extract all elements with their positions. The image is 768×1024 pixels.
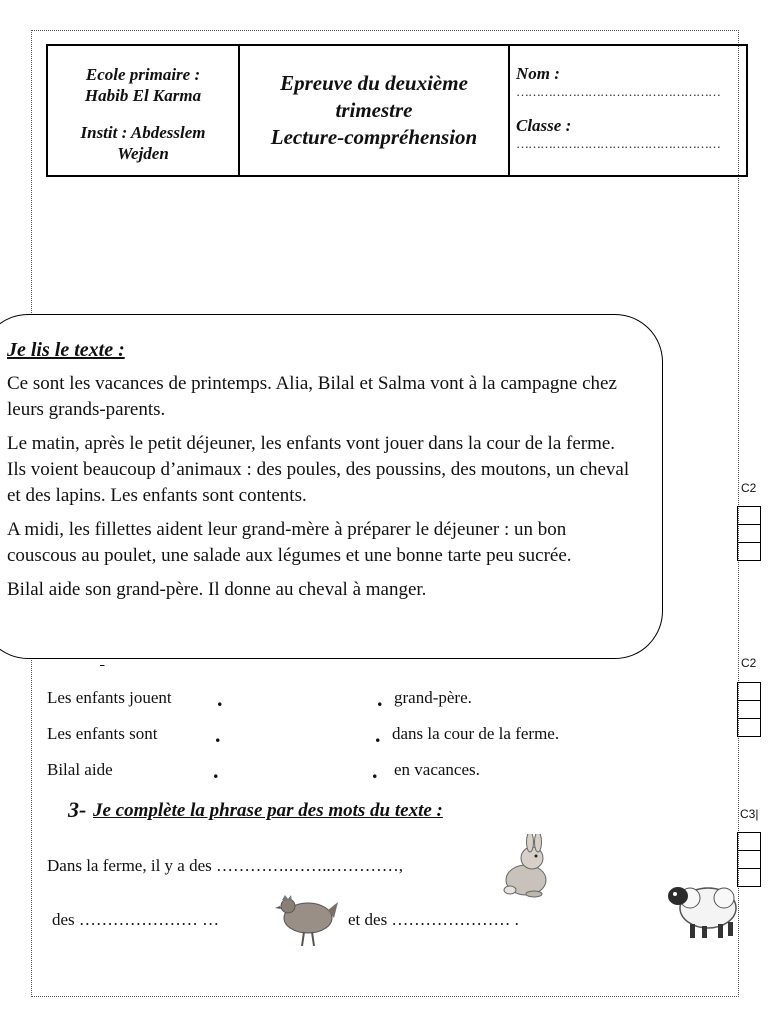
exam-header bbox=[46, 44, 748, 177]
match-right: en vacances. bbox=[394, 760, 480, 779]
match-left: Bilal aide bbox=[47, 760, 113, 779]
fill-in-line-1[interactable]: Dans la ferme, il y a des ………….……..…………, bbox=[47, 856, 403, 875]
score-label: C2 bbox=[741, 481, 757, 495]
fill-in-line-2[interactable]: des ………………… … bbox=[52, 910, 220, 929]
score-box[interactable] bbox=[737, 682, 761, 737]
match-left: Les enfants sont bbox=[47, 724, 158, 743]
match-row bbox=[47, 760, 647, 796]
match-dot-left[interactable]: . bbox=[217, 686, 223, 711]
nom-label: Nom : bbox=[516, 64, 560, 83]
score-label: C2 bbox=[741, 656, 757, 670]
score-label: C3| bbox=[740, 807, 759, 821]
question3-title: Je complète la phrase par des mots du texte : bbox=[93, 800, 443, 821]
match-dot-right[interactable]: . bbox=[375, 722, 381, 747]
rabbit-icon bbox=[496, 834, 554, 898]
exam-title: Epreuve du deuxième trimestre Lecture-compréhension bbox=[240, 46, 510, 175]
match-dot-right[interactable]: . bbox=[377, 686, 383, 711]
teacher-name: Instit : Abdesslem Wejden bbox=[80, 123, 206, 163]
hen-icon bbox=[272, 892, 340, 950]
school-info bbox=[48, 46, 240, 175]
reading-text-bubble bbox=[0, 314, 663, 659]
question3-number: 3- bbox=[68, 797, 87, 822]
fill-in-line-3[interactable]: et des ………………… . bbox=[348, 910, 519, 929]
score-box[interactable] bbox=[737, 832, 761, 887]
match-left: Les enfants jouent bbox=[47, 688, 172, 707]
match-row bbox=[47, 724, 647, 760]
match-dot-left[interactable]: . bbox=[215, 722, 221, 747]
classe-label: Classe : bbox=[516, 116, 572, 135]
school-name: Ecole primaire : Habib El Karma bbox=[84, 65, 202, 105]
nom-field[interactable]: …………………………………………… bbox=[516, 84, 720, 99]
score-box[interactable] bbox=[737, 506, 761, 561]
match-right: grand-père. bbox=[394, 688, 472, 707]
reading-paragraph: Ce sont les vacances de printemps. Alia, Bilal et Salma vont à la campagne chez leurs grands-parents. bbox=[7, 373, 617, 420]
sheep-icon bbox=[660, 876, 744, 942]
match-dot-right[interactable]: . bbox=[372, 758, 378, 783]
reading-paragraph: Bilal aide son grand-père. Il donne au cheval à manger. bbox=[7, 579, 427, 600]
match-row bbox=[47, 688, 647, 724]
match-right: dans la cour de la ferme. bbox=[392, 724, 560, 743]
classe-field[interactable]: …………………………………………… bbox=[516, 136, 720, 151]
matching-exercise bbox=[47, 688, 647, 796]
reading-paragraph: Le matin, après le petit déjeuner, les enfants vont jouer dans la cour de la ferme. Ils voient beaucoup d’animaux : des poules, des poussins, des moutons, un cheval et des lapins. Les enfants sont contents. bbox=[7, 433, 630, 506]
match-dot-left[interactable]: . bbox=[213, 758, 219, 783]
reading-paragraph: A midi, les fillettes aident leur grand-mère à préparer le déjeuner : un bon couscous au poulet, une salade aux légumes et une bonne tarte peu sucrée. bbox=[7, 519, 572, 566]
student-fields bbox=[510, 46, 746, 175]
reading-heading: Je lis le texte : bbox=[7, 339, 125, 361]
